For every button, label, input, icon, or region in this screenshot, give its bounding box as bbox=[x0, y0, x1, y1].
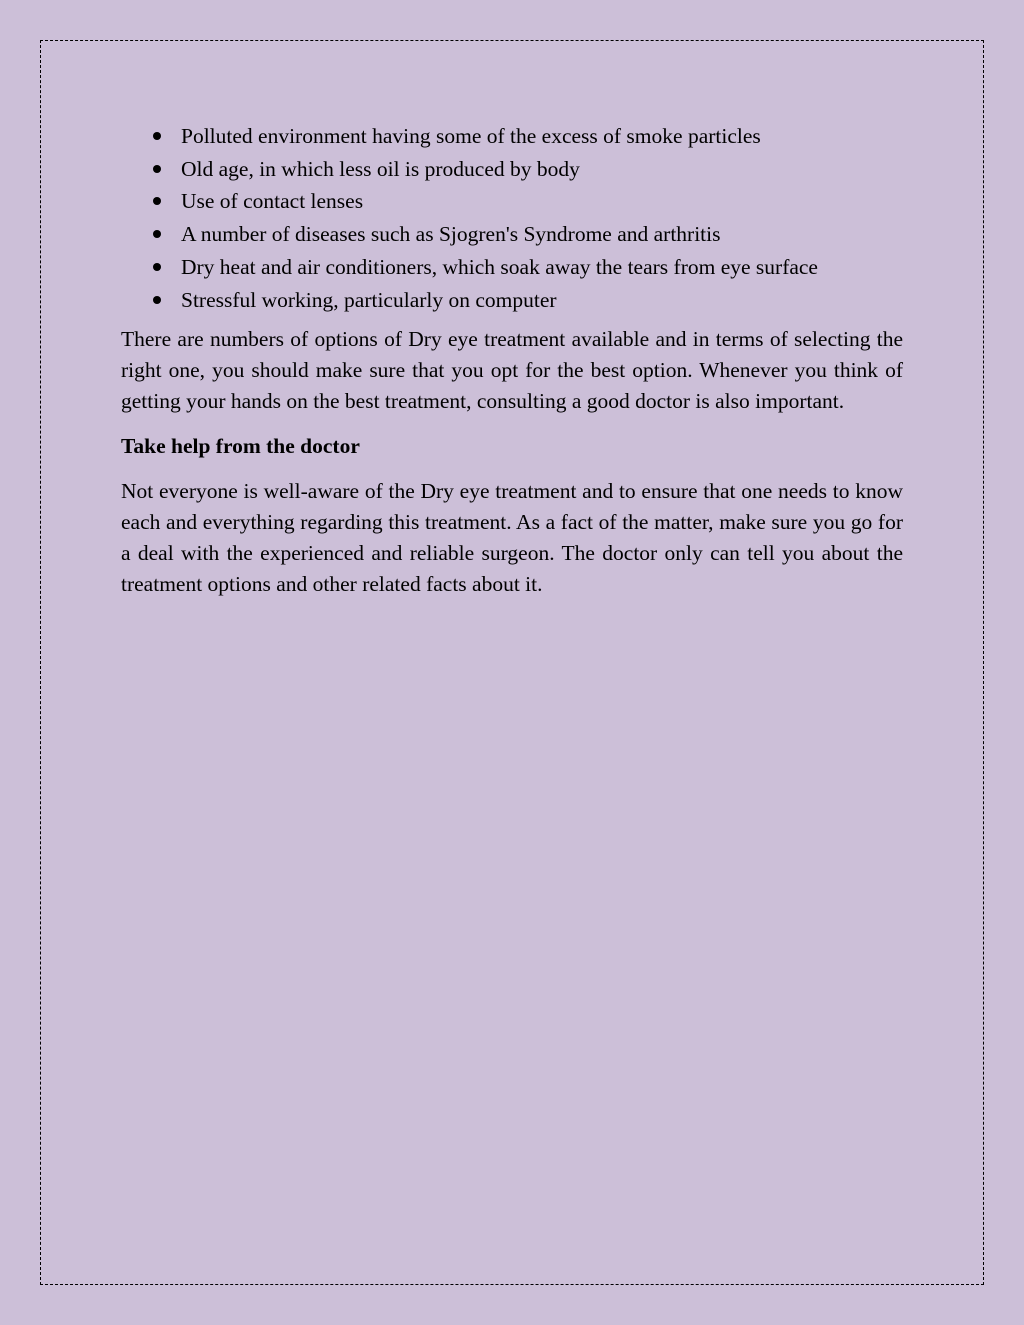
list-item bbox=[121, 251, 903, 284]
list-item-text: Stressful working, particularly on computer bbox=[181, 287, 557, 312]
list-item-text: Old age, in which less oil is produced by body bbox=[181, 156, 580, 181]
document-body bbox=[121, 120, 903, 614]
list-item bbox=[121, 284, 903, 317]
bullet-icon bbox=[153, 197, 161, 205]
bullet-icon bbox=[153, 230, 161, 238]
bullet-icon bbox=[153, 263, 161, 271]
section-heading: Take help from the doctor bbox=[121, 434, 360, 459]
list-item-text: A number of diseases such as Sjogren's Syndrome and arthritis bbox=[181, 222, 721, 247]
bullet-icon bbox=[153, 296, 161, 304]
doctor-help-paragraph: Not everyone is well-aware of the Dry eye treatment and to ensure that one needs to know each and everything regarding this treatment. As a fact of the matter, make sure you go for a deal with the experienced and reliable surgeon. The doctor only can tell you about the treatment options and other related facts about it. bbox=[121, 479, 903, 597]
causes-list bbox=[121, 120, 903, 316]
treatment-options-paragraph: There are numbers of options of Dry eye treatment available and in terms of selecting the right one, you should make sure that you opt for the best option. Whenever you think of getting your hands on the best treatment, consulting a good doctor is also important. bbox=[121, 327, 903, 414]
list-item bbox=[121, 153, 903, 186]
bullet-icon bbox=[153, 132, 161, 140]
bullet-icon bbox=[153, 165, 161, 173]
list-item-text: Dry heat and air conditioners, which soak away the tears from eye surface bbox=[181, 254, 818, 279]
list-item-text: Polluted environment having some of the excess of smoke particles bbox=[181, 124, 761, 148]
list-item bbox=[121, 218, 903, 251]
list-item-text: Use of contact lenses bbox=[181, 189, 364, 214]
list-item bbox=[121, 185, 903, 218]
list-item bbox=[121, 120, 903, 153]
